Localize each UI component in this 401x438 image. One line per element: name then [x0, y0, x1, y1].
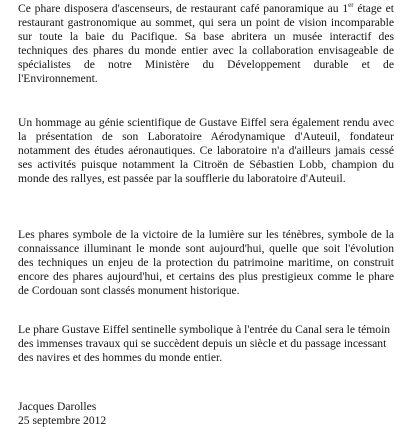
- signature-block: [18, 400, 106, 428]
- paragraph-3: Les phares symbole de la victoire de la lumière sur les ténèbres, symbole de la connaissance illuminant le monde sont aujourd'hui, quelle que soit l'évolution des techniques un enjeu de la protection du patrimoine maritime, on construit encore des phares aujourd'hui, et certains des plus prestigieux comme le phare de Cordouan sont classés monument historique.: [18, 228, 394, 297]
- paragraph-1: [18, 2, 394, 85]
- paragraph-1-text-end: étage et restaurant gastronomique au sommet, qui sera un point de vision incomparable sur toute la baie du Pacifique. Sa base abritera un musée interactif des techniques des phares du monde entier avec la collaboration envisageable de spécialistes de notre Ministère du Développement durable et de l'Environnement.: [18, 2, 394, 85]
- signature-name: Jacques Darolles: [18, 400, 97, 413]
- paragraph-2: Un hommage au génie scientifique de Gustave Eiffel sera également rendu avec la présentation de son Laboratoire Aérodynamique d'Auteuil, fondateur notamment des études aéronautiques. Ce laboratoire n'a d'ailleurs jamais cessé ses activités puisque notamment la Citroën de Sébastien Lobb, champion du monde des rallyes, est passée par la soufflerie du laboratoire d'Auteuil.: [18, 116, 394, 185]
- paragraph-1-text-start: Ce phare disposera d'ascenseurs, de restaurant café panoramique au 1: [18, 2, 349, 15]
- ordinal-superscript: er: [348, 1, 354, 10]
- paragraph-4: Le phare Gustave Eiffel sentinelle symbolique à l'entrée du Canal sera le témoin des immenses travaux qui se succèdent depuis un siècle et du passage incessant des navires et des hommes du monde entier.: [18, 323, 391, 364]
- signature-date: 25 septembre 2012: [18, 413, 107, 427]
